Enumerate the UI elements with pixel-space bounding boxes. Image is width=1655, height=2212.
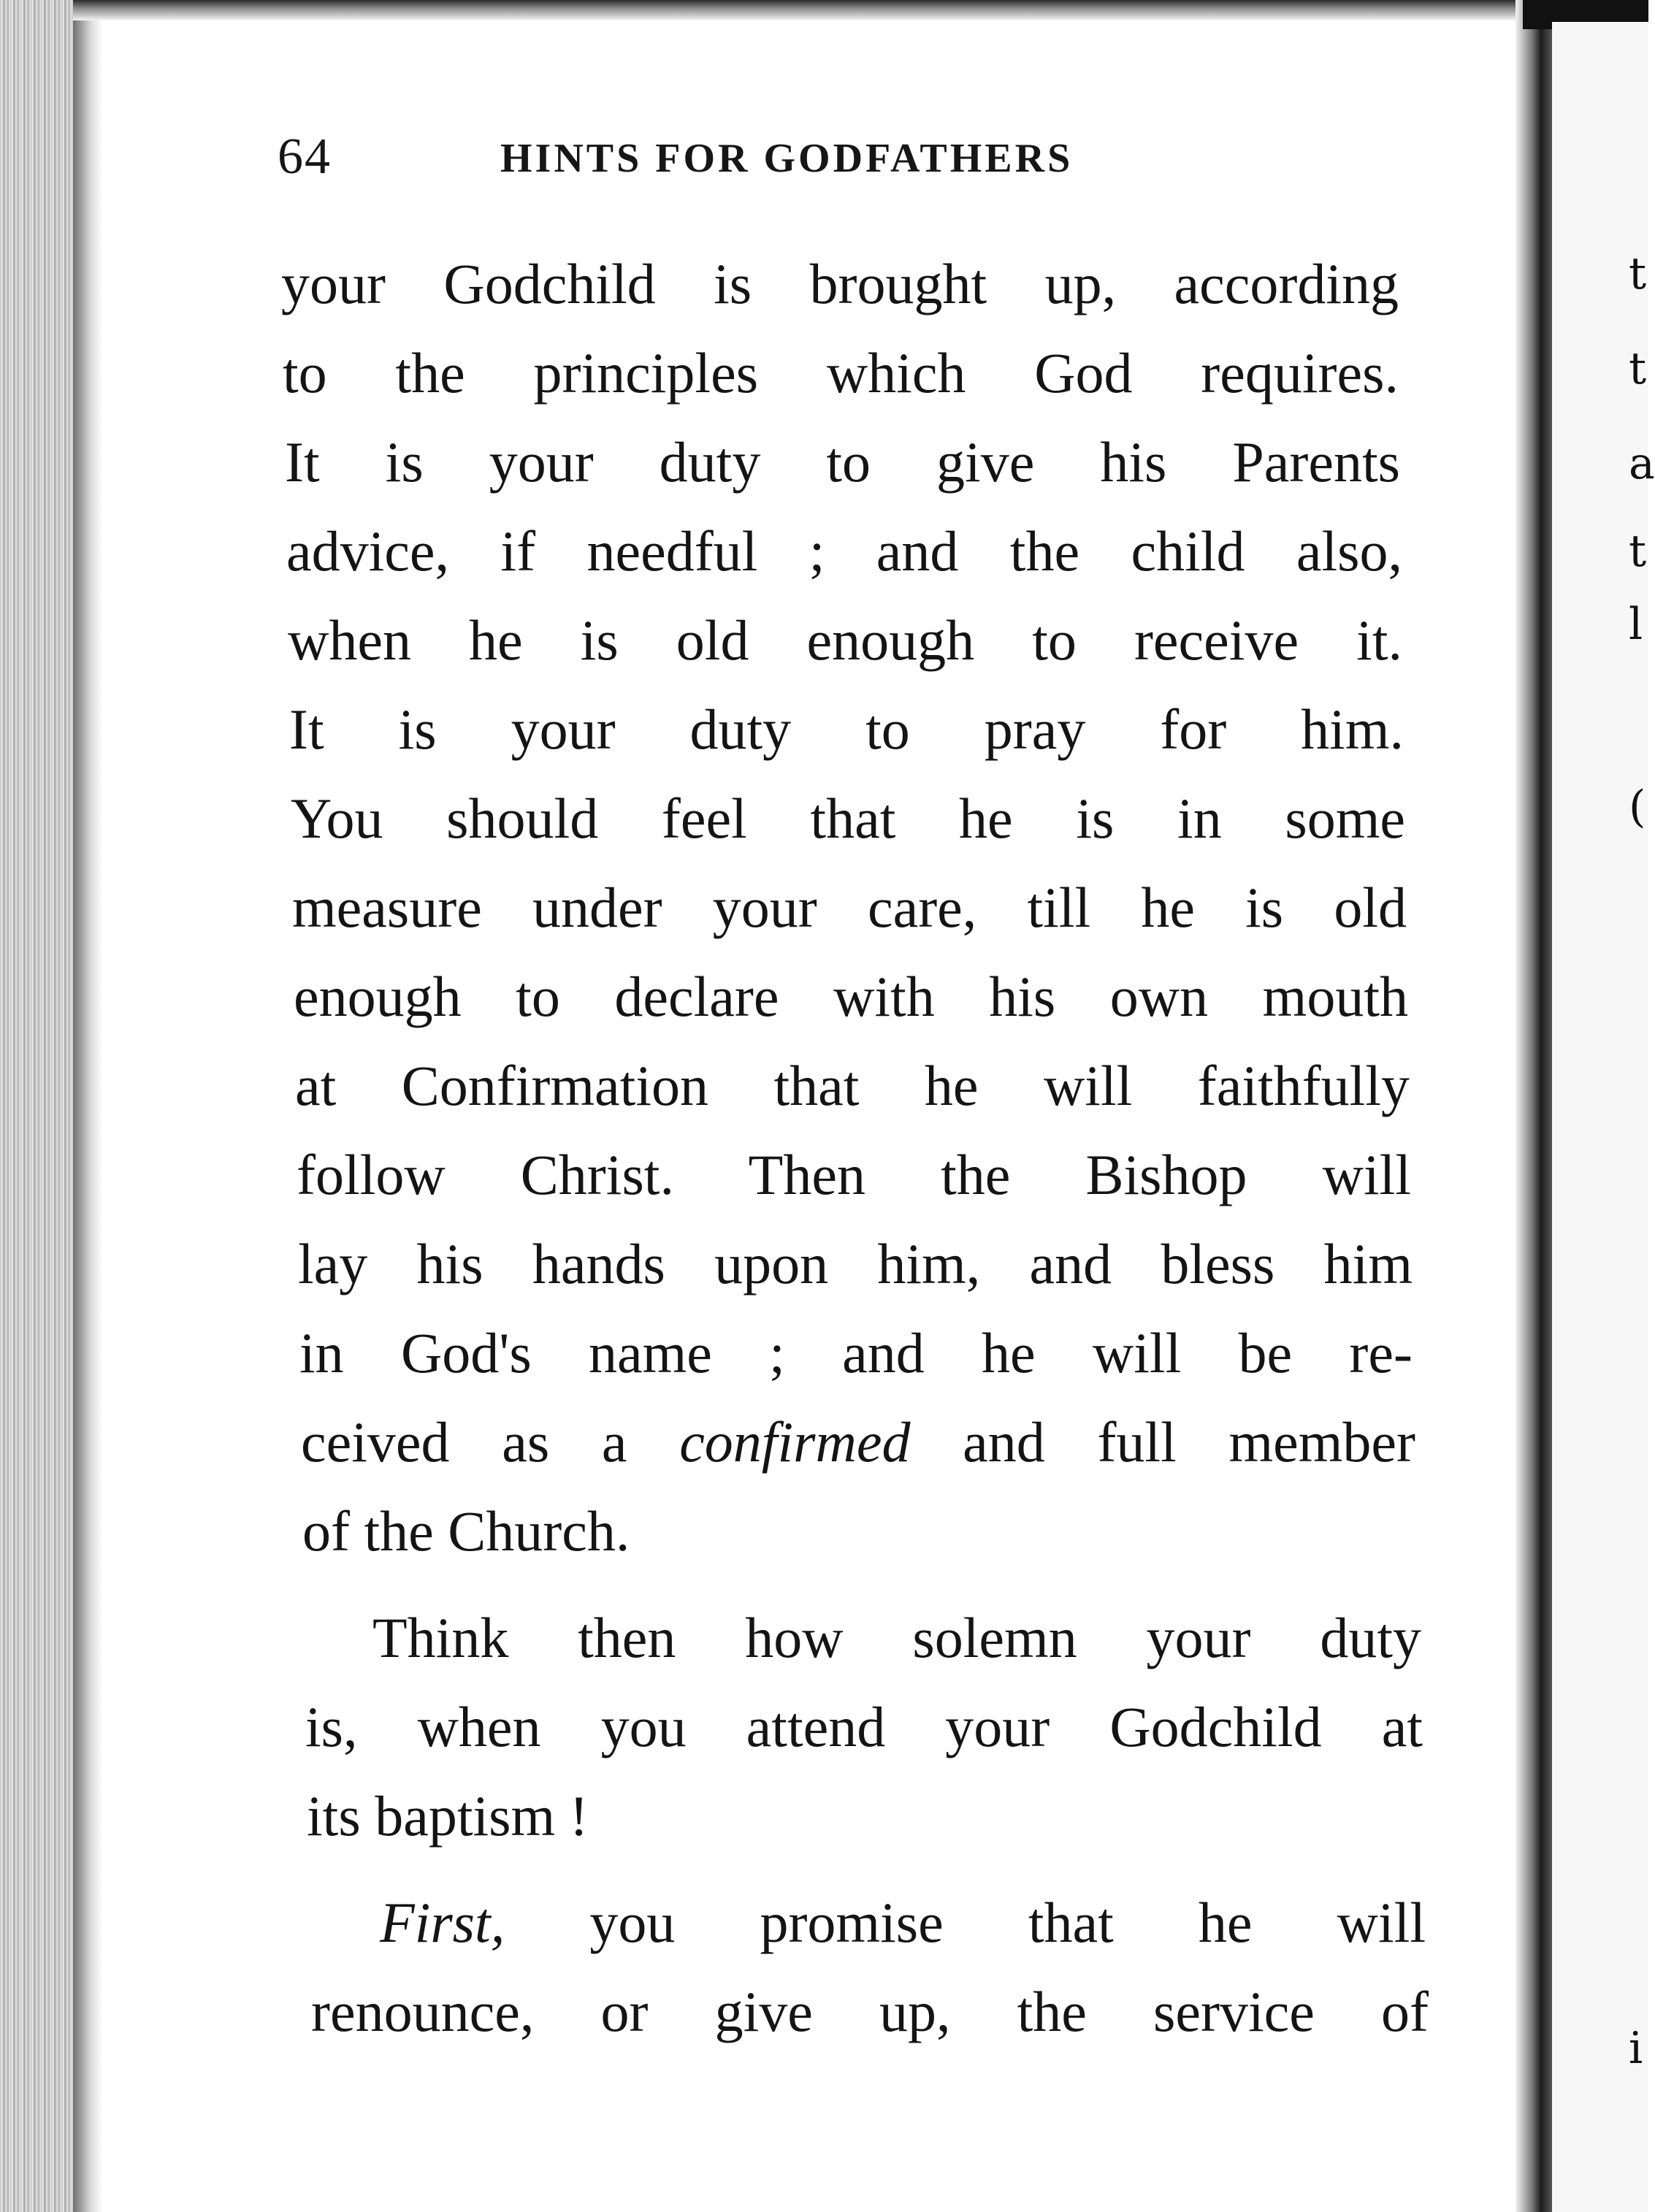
text-line: Think then how solemn your duty — [372, 1606, 1421, 1669]
text-line: at Confirmation that he will faithfully — [295, 1054, 1410, 1117]
facing-page-letter: t — [1629, 343, 1647, 394]
text-line: measure under your care, till he is old — [292, 876, 1407, 939]
text-line-with-italic — [380, 1891, 1426, 1954]
text-line: follow Christ. Then the Bishop will — [297, 1143, 1411, 1206]
text-line: It is your duty to give his Parents — [285, 430, 1400, 494]
text-line: advice, if needful ; and the child also, — [286, 519, 1402, 583]
text-line: your Godchild is brought up, according — [281, 252, 1399, 315]
text-line: enough to declare with his own mouth — [294, 965, 1408, 1028]
text-line: when he is old enough to receive it. — [288, 608, 1402, 672]
facing-page-letter: i — [1629, 2023, 1643, 2074]
text-line: its baptism ! — [307, 1784, 589, 1848]
text-line: is, when you attend your Godchild at — [305, 1695, 1423, 1758]
text-line-with-italic — [301, 1410, 1415, 1474]
italic-word: confirmed — [679, 1410, 911, 1474]
text-line: It is your duty to pray for him. — [289, 697, 1404, 761]
top-page-edge — [73, 0, 1534, 20]
running-head-title: HINTS FOR GODFATHERS — [500, 136, 1074, 181]
text-line: to the principles which God requires. — [283, 341, 1399, 405]
binding-gutter — [1516, 0, 1552, 2212]
text-fragment: ceived as a — [301, 1410, 627, 1474]
italic-word: First, — [380, 1891, 505, 1954]
text-line: in God's name ; and he will be re- — [299, 1321, 1413, 1385]
facing-page-letter: ( — [1629, 781, 1646, 833]
text-line: renounce, or give up, the service of — [311, 1980, 1429, 2043]
text-fragment: and full member — [963, 1410, 1415, 1474]
facing-page-letter: t — [1629, 248, 1647, 299]
facing-page-letter: t — [1629, 526, 1647, 577]
text-fragment: you promise that he will — [589, 1891, 1426, 1954]
text-line: You should feel that he is in some — [291, 787, 1405, 850]
facing-page-letter: l — [1629, 599, 1643, 650]
text-line: lay his hands upon him, and bless him — [298, 1232, 1413, 1296]
facing-page-letter: a — [1629, 438, 1655, 489]
page-edge-shadow — [73, 0, 102, 2212]
text-line: of the Church. — [302, 1499, 630, 1563]
page-number: 64 — [278, 129, 332, 185]
